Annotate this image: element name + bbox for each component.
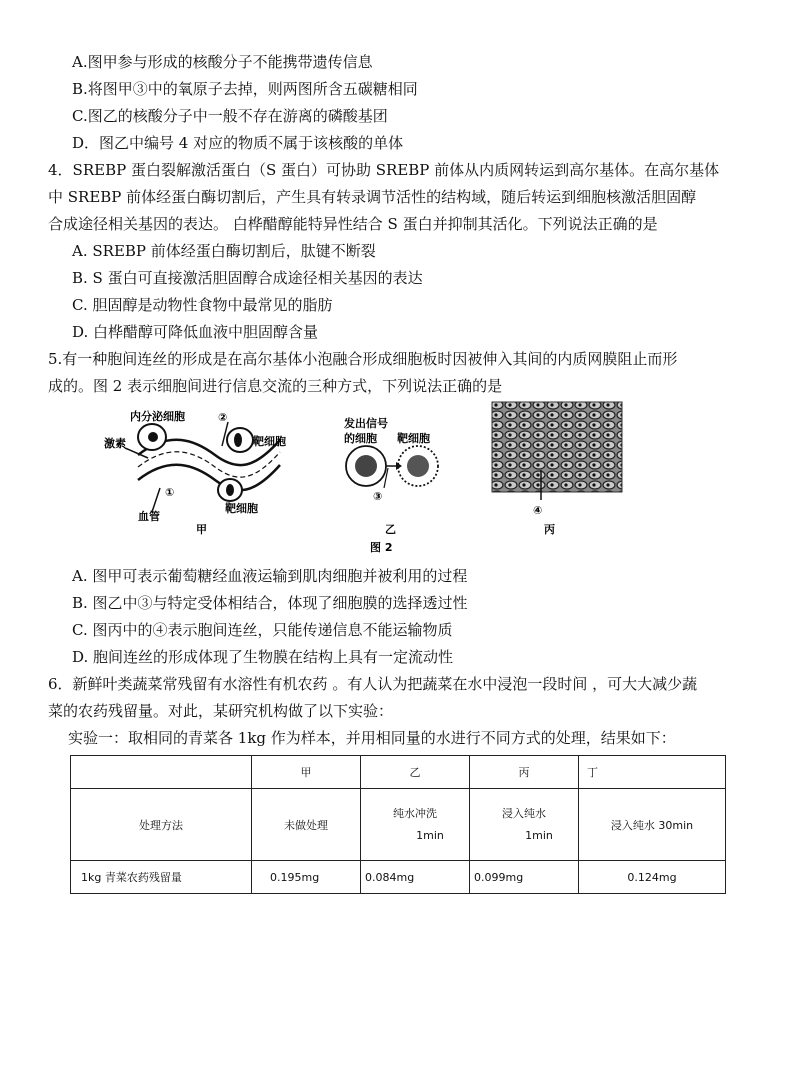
label-hormone: 激素 [104,437,126,450]
vessel-wall-bottom [138,465,280,490]
q4-option-a: A. SREBP 前体经蛋白酶切割后，肽键不断裂 [72,242,376,260]
method-cell [361,789,470,861]
residue-cell: 0.195mg [252,861,361,894]
label-vessel: 血管 [138,510,160,523]
mark-1: ① [165,486,175,499]
panel-yi [343,416,438,536]
method-cell: 未做处理 [252,789,361,861]
label-signal-1: 发出信号 [344,417,388,430]
header-cell: 甲 [252,756,361,789]
q5-option-b: B. 图乙中③与特定受体相结合，体现了细胞膜的选择透过性 [72,594,468,612]
residue-cell: 0.084mg [361,861,470,894]
method-cell [470,789,579,861]
q4-stem-1: 4．SREBP 蛋白裂解激活蛋白（S 蛋白）可协助 SREBP 前体从内质网转运到高尔基体。在高尔基体 [48,161,720,179]
q5-stem-2: 成的。图 2 表示细胞间进行信息交流的三种方式，下列说法正确的是 [48,377,503,395]
q5-option-c: C. 图丙中的④表示胞间连丝，只能传递信息不能运输物质 [72,621,453,639]
q6-stem-2: 菜的农药残留量。对此，某研究机构做了以下实验： [48,702,394,720]
method-text: 纯水冲洗 [393,806,437,820]
label-signal-2: 的细胞 [344,432,377,445]
mark-2: ② [218,411,228,424]
method-cell: 浸入纯水 30min [579,789,726,861]
method-text: 1min [416,828,444,842]
mark-3: ③ [373,490,383,503]
header-cell: 丁 [579,756,726,789]
q3-option-a: A.图甲参与形成的核酸分子不能携带遗传信息 [72,53,373,71]
q4-stem-2: 中 SREBP 前体经蛋白酶切割后，产生具有转录调节活性的结构域，随后转运到细胞核激活胆固醇 [48,188,697,206]
q4-option-d: D. 白桦醋醇可降低血液中胆固醇含量 [72,323,319,341]
q6-stem-1: 6．新鲜叶类蔬菜常残留有水溶性有机农药 。有人认为把蔬菜在水中浸泡一段时间 ，可大大减少蔬 [48,675,698,693]
q3-option-c: C.图乙的核酸分子中一般不存在游离的磷酸基团 [72,107,388,125]
target-nucleus-1 [234,433,242,447]
mark-4: ④ [533,504,543,517]
figure-caption: 图 2 [370,541,393,554]
panel-label-jia: 甲 [196,523,207,536]
results-table [70,755,726,894]
target-cell-3-nucleus [407,455,429,477]
panel-label-yi: 乙 [385,523,396,536]
q4-option-c: C. 胆固醇是动物性食物中最常见的脂肪 [72,296,333,314]
residue-label: 1kg 青菜农药残留量 [71,861,252,894]
panel-bing [492,402,622,536]
table-row [71,861,726,894]
q5-stem-1: 5.有一种胞间连丝的形成是在高尔基体小泡融合形成细胞板时因被伸入其间的内质网膜阻止而形 [48,350,678,368]
method-text: 浸入纯水 [502,806,546,820]
q3-option-d: D．图乙中编号 4 对应的物质不属于该核酸的单体 [72,134,404,152]
residue-cell: 0.099mg [470,861,579,894]
q6-experiment-1: 实验一：取相同的青菜各 1kg 作为样本，并用相同量的水进行不同方式的处理，结果如下： [68,729,676,747]
signal-cell-nucleus [355,455,377,477]
residue-cell: 0.124mg [579,861,726,894]
method-label: 处理方法 [71,789,252,861]
plasmodesmata-micrograph [492,402,622,492]
target-nucleus-2 [226,484,234,496]
q4-stem-3: 合成途径相关基因的表达。 白桦醋醇能特异性结合 S 蛋白并抑制其活化。下列说法正确的是 [48,215,658,233]
label-target-2: 靶细胞 [225,502,258,515]
endocrine-nucleus [148,432,158,442]
blood-flow [138,452,280,477]
q5-option-a: A. 图甲可表示葡萄糖经血液运输到肌肉细胞并被利用的过程 [72,567,468,585]
label-endocrine: 内分泌细胞 [130,410,185,423]
q4-option-b: B. S 蛋白可直接激活胆固醇合成途径相关基因的表达 [72,269,423,287]
panel-label-bing: 丙 [544,523,555,536]
panel-jia [103,409,286,536]
label-target-1: 靶细胞 [253,435,286,448]
label-target-3: 靶细胞 [397,432,430,445]
header-cell: 乙 [361,756,470,789]
header-cell [71,756,252,789]
method-text: 1min [525,828,553,842]
q5-option-d: D. 胞间连丝的形成体现了生物膜在结构上具有一定流动性 [72,648,454,666]
table-row [71,789,726,861]
table-header-row [71,756,726,789]
q3-option-b: B.将图甲③中的氧原子去掉，则两图所含五碳糖相同 [72,80,418,98]
header-cell: 丙 [470,756,579,789]
